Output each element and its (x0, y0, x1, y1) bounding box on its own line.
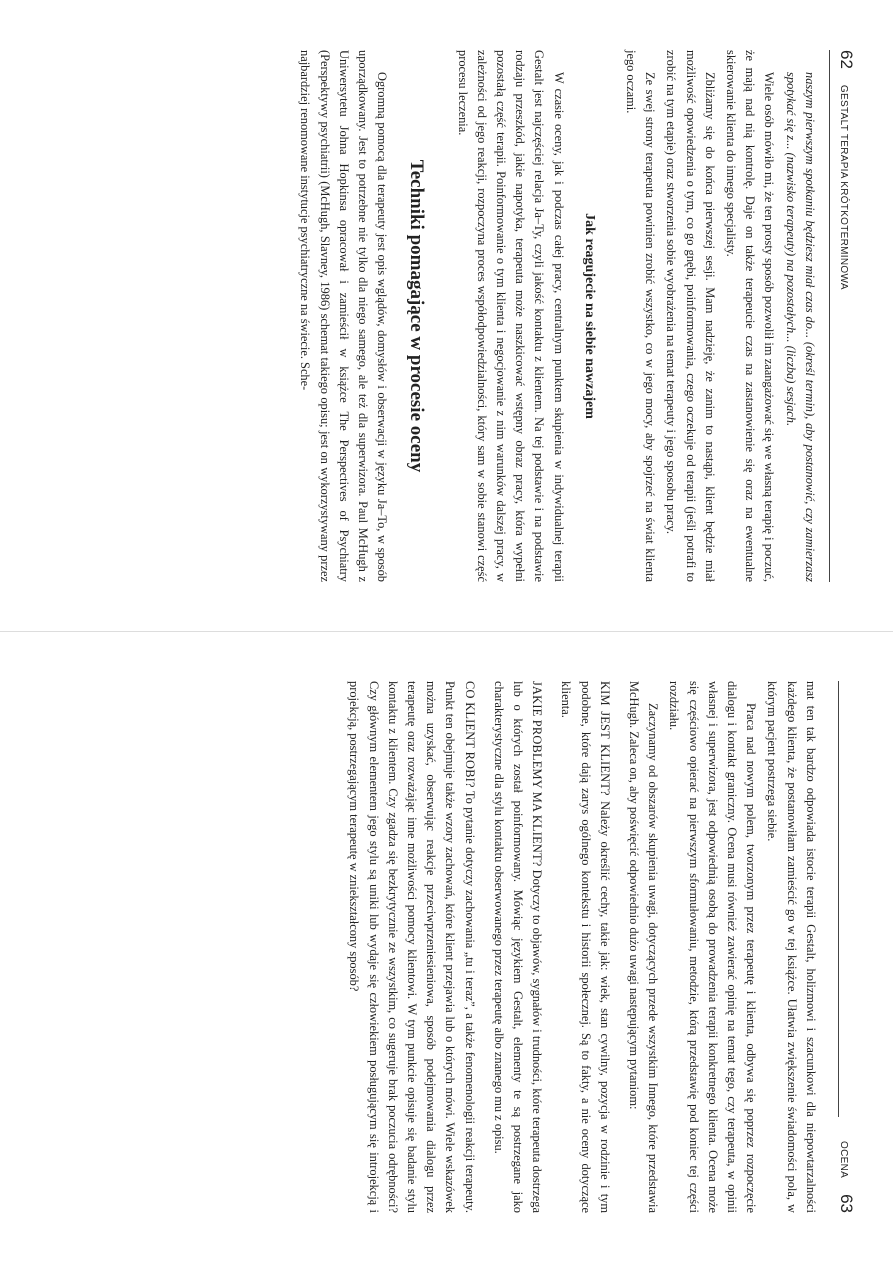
question-paragraph (488, 681, 546, 1213)
intro-italic: naszym pierwszym spotkaniu będziesz miał czas do... (określ termin), aby postanowić, czy zamierzasz spotykać się z... (nazwisko terapeuty) na pozostałych... (liczba) sesjach. (783, 71, 817, 582)
paragraph: Wiele osób mówiło mi, że ten prosty sposób pozwolił im zaangażować się we własną terapię i poczuć, że mają nad nią kontrolę. Daje on także terapeucie czas na zastanowienie się oraz na ewentualne skierowanie klienta do innego specjalisty. (723, 49, 776, 582)
question-lead: JAKIE PROBLEMY MA KLIENT? (529, 680, 544, 866)
section-heading: Jak reagujecie na siebie nawzajem (581, 212, 597, 419)
question-paragraph (556, 681, 614, 1213)
paragraph: mat ten tak bardzo odpowiada istocie terapii Gestalt, holizmowi i szacunkowi dla niepowtarzalności każdego klienta, że postanowiłam zamieścić go w tej książce. Ułatwia zwiększenie świadomości pola, w którym pacjent postrzega siebie. (764, 680, 818, 1213)
question-text: Należy określić cechy, takie jak: wiek, stan cywilny, pozycja w rodzinie i tym podobne, które dają zarys ogólnego kontekstu i historii społecznej. Są to fakty, a nie oceny dotyczące klienta. (558, 680, 612, 1213)
question-lead: CO KLIENT ROBI? (462, 680, 477, 788)
paragraph: Zaczynamy od obszarów skupienia uwagi, dotyczących przede wszystkim Innego, które przedstawia McHugh. Zaleca on, aby poświęcić odpowiednio dużo uwagi następującym pytaniom: (626, 680, 660, 1213)
running-title: GESTALT TERAPIA KRÓTKOTERMINOWA (837, 84, 849, 290)
running-title: OCENA (837, 1140, 849, 1178)
running-head-right (829, 681, 855, 1213)
paragraph: Ze swej strony terapeuta powinien zrobić wszystko, co w jego mocy, aby spojrzeć na świat klienta jego oczami. (623, 49, 657, 582)
header-rule (837, 681, 838, 1117)
page-63-content (32, 667, 862, 1227)
question-text: To pytanie dotyczy zachowania „tu i teraz”, a także fenomenologii reakcji terapeuty. Punkt ten obejmuje także wzory zachowań, które klient przejawia lub o których mówi. Wiele wskazówek można uzyskać, obserwując reakcje przeciwprzeniesieniowa, sposób podejmowania dialogu przez terapeutę oraz rozważając inne możliwości pomocy klientowi. W tym punkcie opisuje się badanie stylu kontaktu z klientem. Czy zgadza się bezkrytycznie ze wszystkim, co sugeruje brak poczucia odrębności? Czy głównym elementem jego stylu są uniki lub wydaje się człowiekiem posługującym się introjekcją i projekcją, postrzegającym terapeutę w zniekształcony sposób? (346, 680, 477, 1213)
question-paragraph (344, 681, 478, 1213)
paragraph: Zbliżamy się do końca pierwszej sesji. Mam nadzieję, że zanim to nastąpi, klient będzie miał możliwość opowiedzenia o tym, co go gnębi, poinformowania, czego oczekuje od terapii (jeśli potrafi to zrobić na tym etapie) oraz stworzenia sobie wyobrażenia na temat terapeuty i jego sposobu pracy. (663, 49, 717, 582)
page-number: 62 (836, 49, 856, 69)
paragraph: W czasie oceny, jak i podczas całej pracy, centralnym punktem skupienia w indywidualnej terapii Gestalt jest najczęściej relacja Ja–Ty, czyli jakość kontaktu z klientem. Na tej podstawie i na podstawie rodzaju przeszkód, jakie napotyka, terapeuta może naszkicować wstępny obraz pracy, która wypełni pozostałą część terapii. Poinformowanie o tym klienta i negocjowanie z nim warunków dalszej pracy, w zależności od jego reakcji, rozpoczyna proces współodpowiedzialności, który sam w sobie stanowi część procesu leczenia. (455, 49, 566, 582)
book-page-63 (0, 631, 893, 1262)
running-head-left (828, 50, 855, 582)
question-lead: KIM JEST KLIENT? (597, 680, 612, 796)
page-62-content (32, 36, 862, 596)
page-number: 63 (836, 1193, 856, 1213)
paragraph: Ogromną pomocą dla terapeuty jest opis wglądów, domysłów i obserwacji w języku Ja–To, w sposób uporządkowany. Jest to potrzebne nie tylko dla niego samego, ale też dla superwizora. Paul McHugh z Uniwersytetu Johna Hopkinsa opracował i zamieścił w książce The Perspectives of Psychiatry (Perspektywy psychiatrii) (McHugh, Slavney, 1986) schemat takiego opisu; jest on wykorzystywany przez najbardziej renomowane instytucje psychiatryczne na świecie. Sche- (297, 49, 389, 582)
paragraph: Praca nad nowym polem, tworzonym przez terapeutę i klienta, odbywa się poprzez rozpoczęcie dialogu i kontakt graniczny. Ocena musi również zawierać opinię na temat tego, czy terapeuta, w opinii własnej i superwizora, jest odpowiednią osobą do prowadzenia terapii konkretnego klienta. Ocena może się częściowo opierać na pierwszym sformułowaniu, metodzie, którą przedstawię pod koniec tej części rozdziału. (666, 680, 758, 1213)
question-text: Dotyczy to objawów, sygnałów i trudności, które terapeuta dostrzega lub o których został poinformowany. Mówiąc językiem Gestalt, elementy te są postrzegane jako charakterystyczne dla stylu kontaktu obserwowanego przez terapeutę albo znanego mu z opisu. (491, 680, 544, 1213)
section-heading-large: Techniki pomagające w procesie oceny (405, 159, 427, 472)
